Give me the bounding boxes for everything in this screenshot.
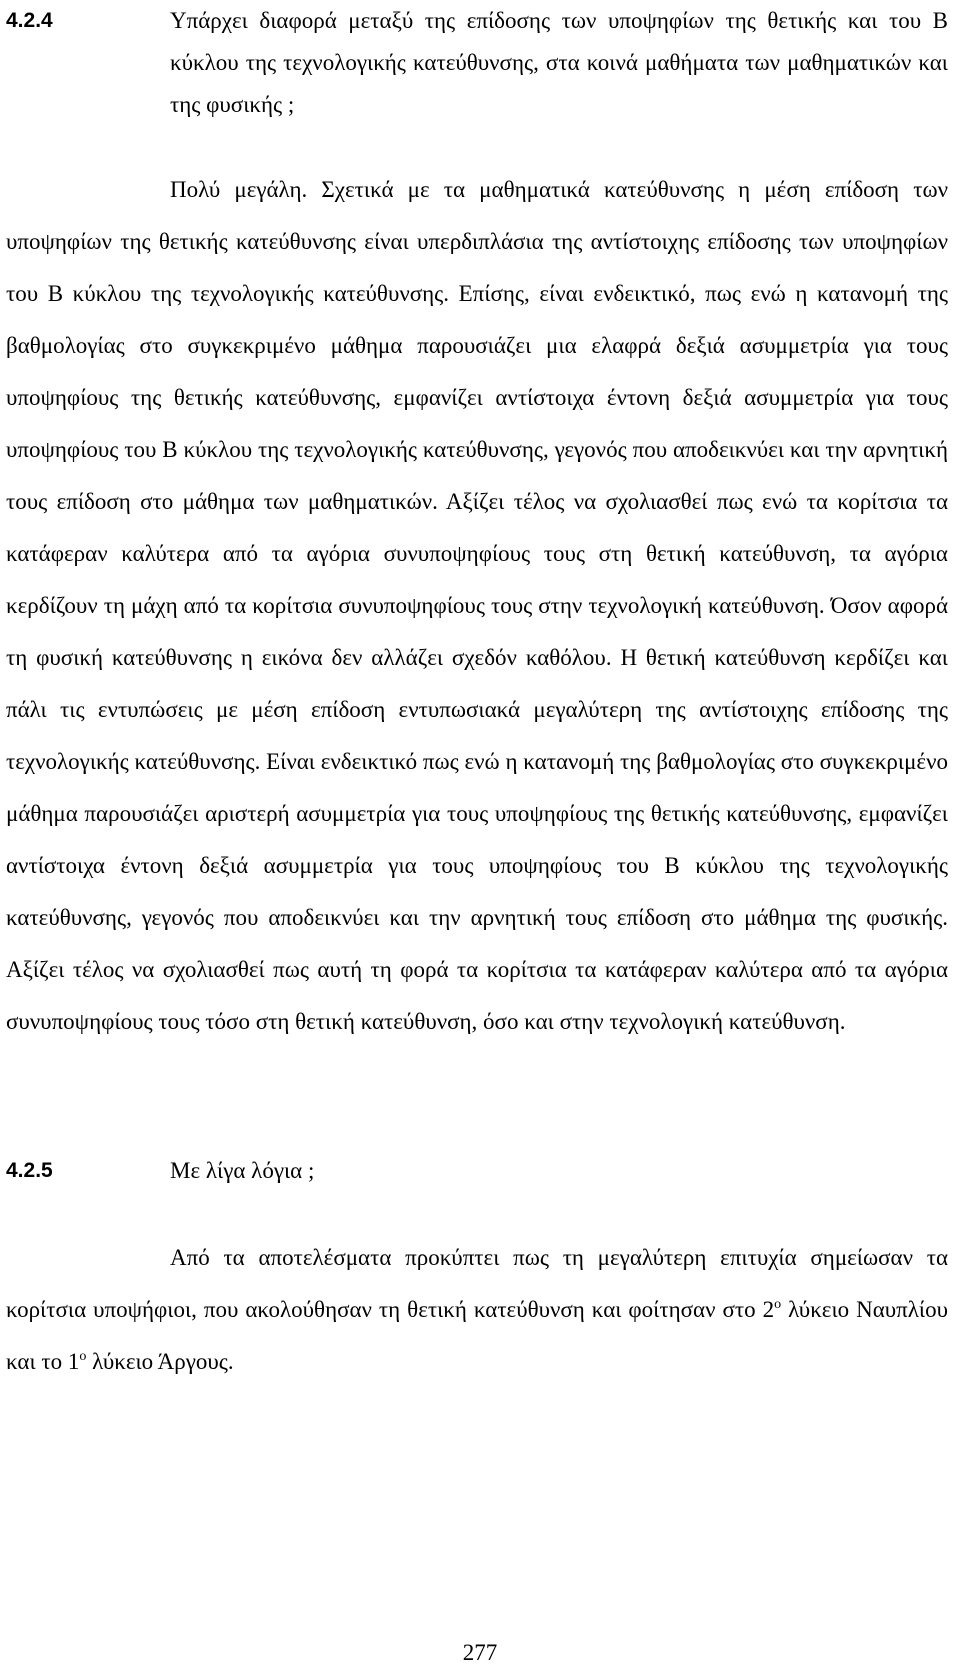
section-body-4-2-4 (6, 164, 948, 1048)
paragraph-text: Πολύ μεγάλη. Σχετικά με τα μαθηματικά κατεύθυνσης η μέση επίδοση των υποψηφίων της θετικής κατεύθυνσης είναι υπερδιπλάσια της αντίστοιχης επίδοσης των υποψηφίων του Β κύκλου της τεχνολογικής κατεύθυνσης. Επίσης, είναι ενδεικτικό, πως ενώ η κατανομή της βαθμολογίας στο συγκεκριμένο μάθημα παρουσιάζει μια ελαφρά δεξιά ασυμμετρία για τους υποψηφίους της θετικής κατεύθυνσης, εμφανίζει αντίστοιχα έντονη δεξιά ασυμμετρία για τους υποψηφίους του Β κύκλου της τεχνολογικής κατεύθυνσης, γεγονός που αποδεικνύει και την αρνητική τους επίδοση στο μάθημα των μαθηματικών. Αξίζει τέλος να σχολιασθεί πως ενώ τα κορίτσια τα κατάφεραν καλύτερα από τα αγόρια συνυποψηφίους τους στη θετική κατεύθυνση, τα αγόρια κερδίζουν τη μάχη από τα κορίτσια συνυποψηφίους τους στην τεχνολογική κατεύθυνση. Όσον αφορά τη φυσική κατεύθυνσης η εικόνα δεν αλλάζει σχεδόν καθόλου. Η θετική κατεύθυνση κερδίζει και πάλι τις εντυπώσεις με μέση επίδοση εντυπωσιακά μεγαλύτερη της αντίστοιχης επίδοσης της τεχνολογικής κατεύθυνσης. Είναι ενδεικτικό πως ενώ η κατανομή της βαθμολογίας στο συγκεκριμένο μάθημα παρουσιάζει αριστερή ασυμμετρία για τους υποψηφίους της θετικής κατεύθυνσης, εμφανίζει αντίστοιχα έντονη δεξιά ασυμμετρία για τους υποψηφίους του Β κύκλου της τεχνολογικής κατεύθυνσης, γεγονός που αποδεικνύει και την αρνητική τους επίδοση στο μάθημα της φυσικής. Αξίζει τέλος να σχολιασθεί πως αυτή τη φορά τα κορίτσια τα κατάφεραν καλύτερα από τα αγόρια συνυποψηφίους τους τόσο στη θετική κατεύθυνση, όσο και στην τεχνολογική κατεύθυνση. (6, 177, 948, 1034)
section-heading-4-2-5 (6, 1150, 948, 1192)
paragraph-text: λύκειο Ναυπλίου και το 1 (6, 1297, 948, 1374)
section-number: 4.2.5 (6, 1159, 53, 1182)
section-number: 4.2.4 (6, 9, 53, 32)
superscript-ordinal: ο (774, 1297, 782, 1312)
paragraph-text: λύκειο Άργους. (86, 1349, 234, 1374)
section-heading-4-2-4 (6, 0, 948, 126)
paragraph-text: Από τα αποτελέσματα προκύπτει πως τη μεγαλύτερη επιτυχία σημείωσαν τα κορίτσια υποψήφιοι, που ακολούθησαν τη θετική κατεύθυνση και φοίτησαν στο 2 (6, 1245, 948, 1322)
section-body-4-2-5 (6, 1232, 948, 1388)
section-title: Με λίγα λόγια ; (170, 1158, 315, 1183)
superscript-ordinal: ο (79, 1349, 87, 1364)
section-title: Υπάρχει διαφορά μεταξύ της επίδοσης των υποψηφίων της θετικής και του Β κύκλου της τεχνολογικής κατεύθυνσης, στα κοινά μαθήματα των μαθηματικών και της φυσικής ; (170, 8, 948, 117)
page-number: 277 (462, 1640, 498, 1665)
